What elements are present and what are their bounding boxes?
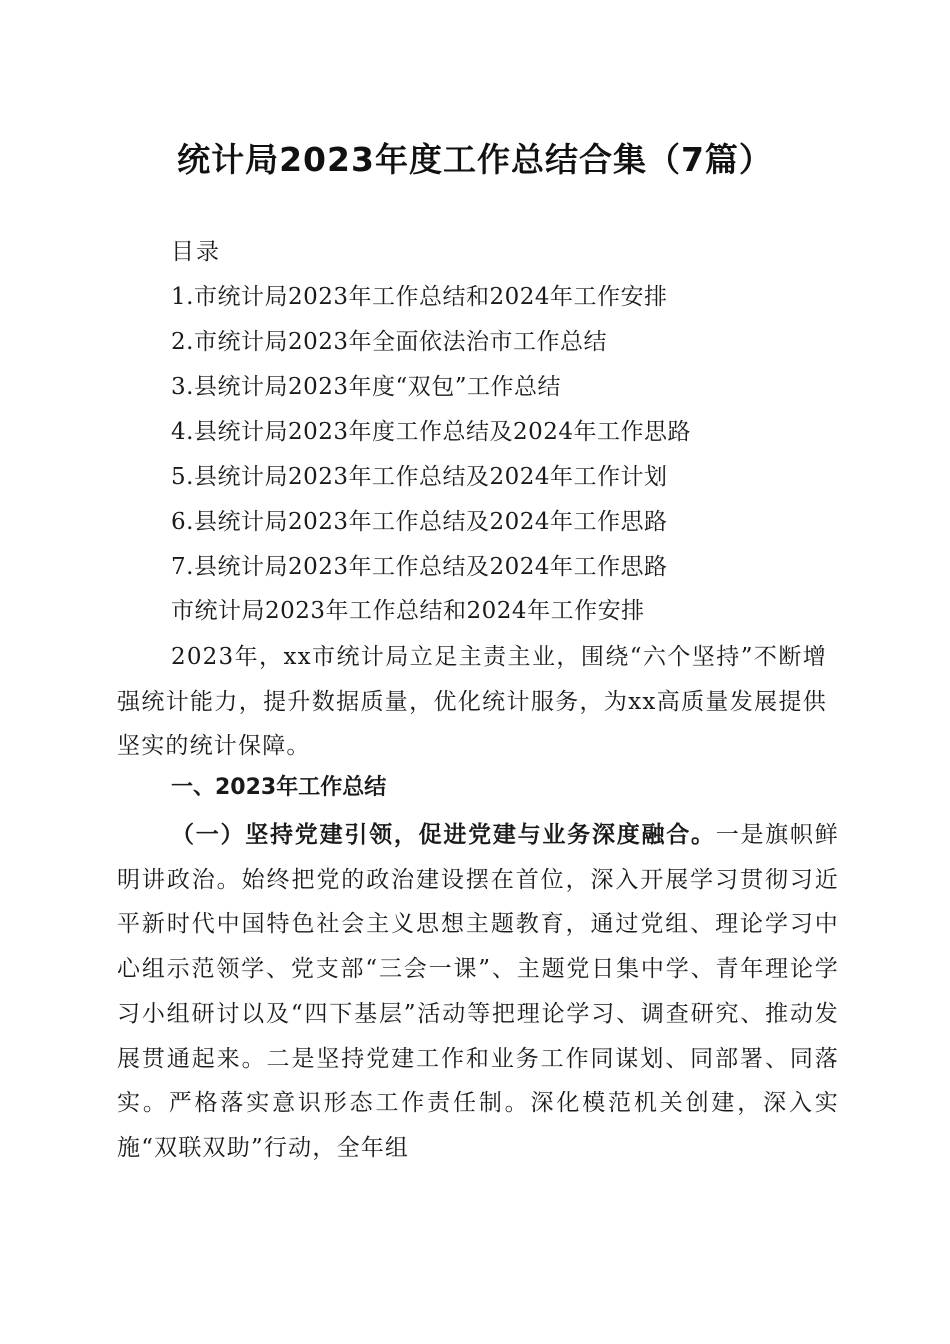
article-title: 市统计局2023年工作总结和2024年工作安排 [171, 598, 645, 624]
document-title: 统计局2023年度工作总结合集（7篇） [177, 140, 773, 179]
toc-item-6: 6.县统计局2023年工作总结及2024年工作思路 [171, 509, 668, 535]
intro-paragraph: 2023年，xx市统计局立足主责主业，围绕“六个坚持”不断增强统计能力，提升数据质量，优化统计服务，为xx高质量发展提供坚实的统计保障。 [117, 644, 827, 760]
body-paragraph [117, 813, 839, 1171]
subsection-lead: （一）坚持党建引领，促进党建与业务深度融合。 [171, 822, 716, 848]
toc-item-5: 5.县统计局2023年工作总结及2024年工作计划 [171, 464, 668, 490]
table-of-contents [171, 279, 691, 594]
body-text: 一是旗帜鲜明讲政治。始终把党的政治建设摆在首位，深入开展学习贯彻习近平新时代中国特色社会主义思想主题教育，通过党组、理论学习中心组示范领学、党支部“三会一课”、主题党日集中学、青年理论学习小组研讨以及“四下基层”活动等把理论学习、调查研究、推动发展贯通起来。二是坚持党建工作和业务工作同谋划、同部署、同落实。严格落实意识形态工作责任制。深化模范机关创建，深入实施“双联双助”行动，全年组 [117, 822, 839, 1161]
toc-item-7: 7.县统计局2023年工作总结及2024年工作思路 [171, 554, 668, 580]
toc-item-2: 2.市统计局2023年全面依法治市工作总结 [171, 329, 607, 355]
toc-item-1: 1.市统计局2023年工作总结和2024年工作安排 [171, 284, 668, 310]
toc-heading: 目录 [171, 239, 221, 265]
toc-item-4: 4.县统计局2023年度工作总结及2024年工作思路 [171, 419, 692, 445]
section-heading: 一、2023年工作总结 [171, 775, 387, 800]
toc-item-3: 3.县统计局2023年度“双包”工作总结 [171, 374, 561, 400]
